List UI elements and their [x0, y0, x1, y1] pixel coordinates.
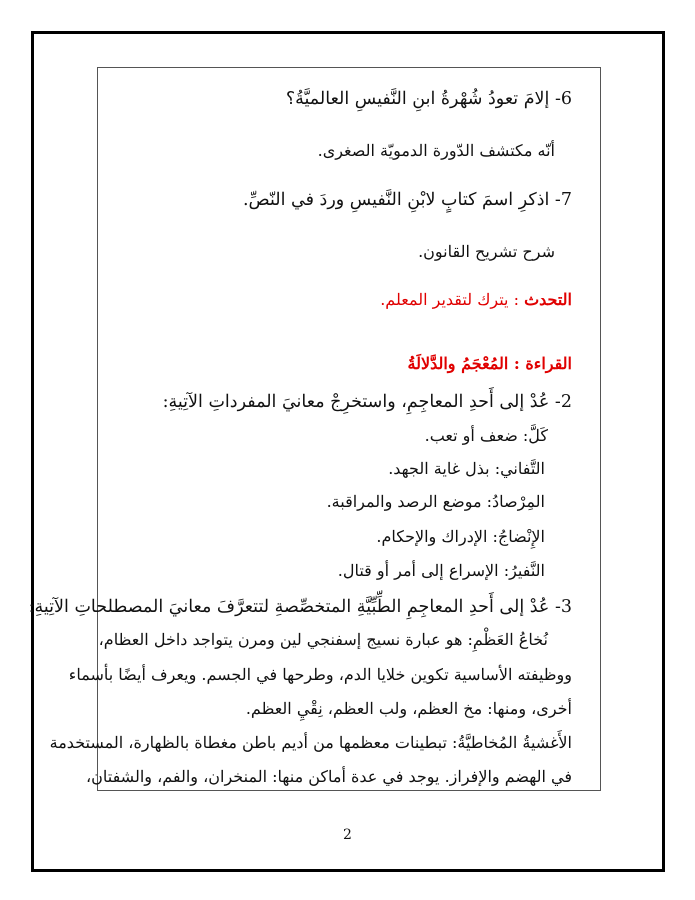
- term-mucous-membranes-cont: في الهضم والإفراز. يوجد في عدة أماكن منها: المنخران، والفم، والشفتان،: [85, 767, 572, 786]
- vocab-item: كَلَّ: ضعف أو تعب.: [424, 426, 548, 445]
- reading-heading: القراءة : المُعْجَمُ والدَّلالَةُ: [407, 354, 572, 373]
- vocab-item: النَّفيرُ: الإسراع إلى أمر أو قتال.: [337, 561, 545, 580]
- term-bone-marrow-cont: ووظيفته الأساسية تكوين خلايا الدم، وطرحها في الجسم. ويعرف أيضًا بأسماء: [68, 665, 572, 684]
- term-bone-marrow: نُخاعُ العَظْمِ: هو عبارة نسيج إسفنجي لين ومرن يتواجد داخل العظام،: [98, 630, 548, 649]
- term-bone-marrow-cont: أخرى، ومنها: مخ العظم، ولب العظم، نِقْيِ العظم.: [245, 699, 572, 718]
- question-6: 6- إلامَ تعودُ شُهْرةُ ابنِ النَّفيسِ العالميَّةُ؟: [285, 89, 572, 109]
- answer-6: أنّه مكتشف الدّورة الدمويّة الصغرى.: [317, 141, 555, 160]
- vocab-item: الإِنْضاجُ: الإدراك والإحكام.: [376, 527, 545, 546]
- speaking-note: : يترك لتقدير المعلم.: [380, 290, 519, 309]
- vocab-item: التَّفاني: بذل غاية الجهد.: [388, 459, 545, 478]
- page-number: 2: [343, 827, 352, 843]
- speaking-heading: التحدث: [524, 290, 572, 309]
- answer-7: شرح تشريح القانون.: [418, 242, 555, 261]
- speaking-line: [380, 290, 572, 310]
- term-mucous-membranes: الأَغشيةُ المُخاطيَّةُ: تبطينات معظمها من أديم باطن مغطاة بالظهارة، المستخدمة: [49, 733, 572, 752]
- question-3: 3- عُدْ إلى أَحدِ المعاجِمِ الطِّبِّيَّةِ المتخصِّصةِ لتتعرَّفَ معانيَ المصطلحاتِ الآتِيةِ:: [28, 597, 572, 617]
- vocab-item: المِرْصادُ: موضع الرصد والمراقبة.: [326, 492, 545, 511]
- question-2: 2- عُدْ إلى أَحدِ المعاجِمِ، واستخرِجْ معانيَ المفرداتِ الآتِيةِ:: [162, 392, 572, 412]
- question-7: 7- اذكرِ اسمَ كتابٍ لابْنِ النَّفيسِ وردَ في النّصِّ.: [242, 190, 572, 210]
